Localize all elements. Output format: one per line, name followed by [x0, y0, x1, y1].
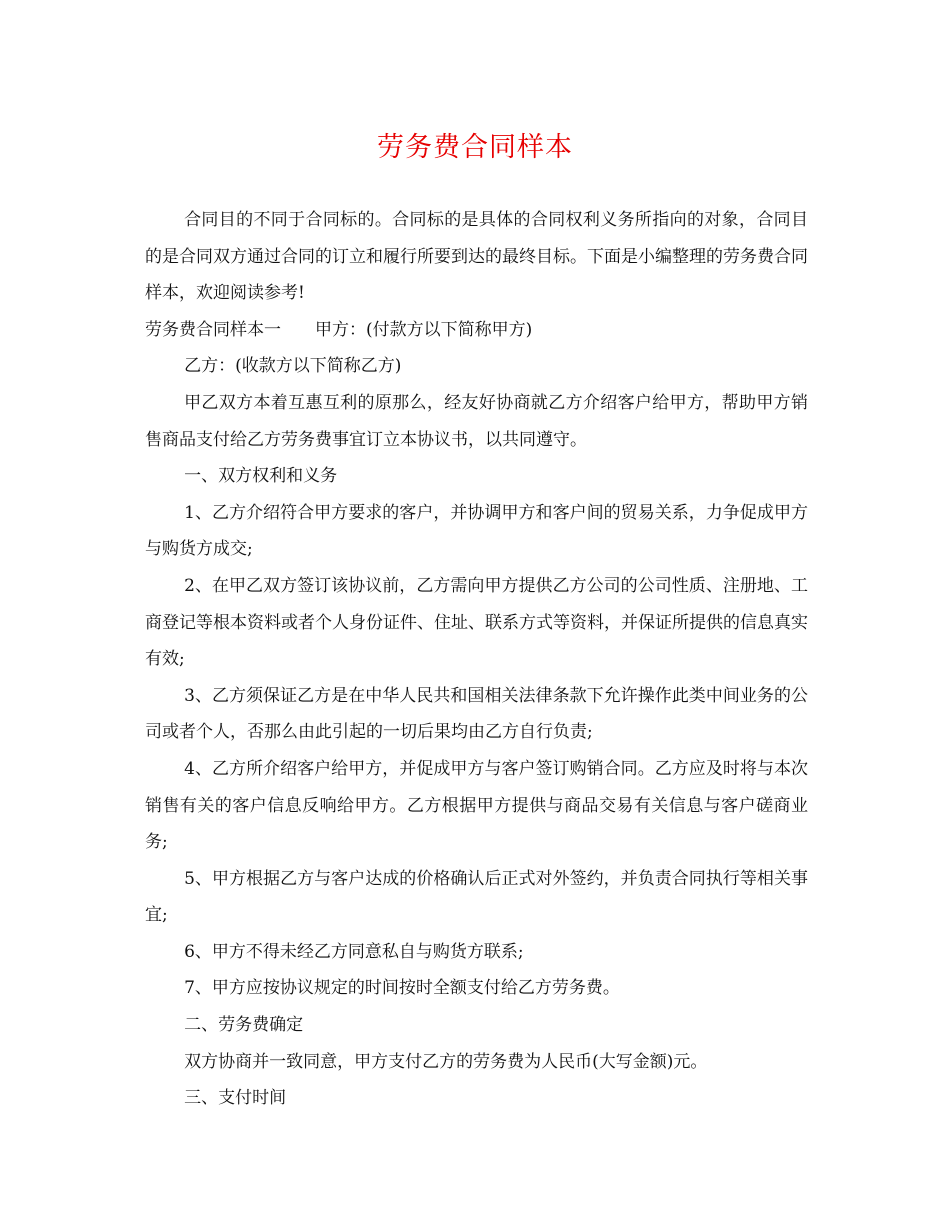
intro-paragraph: 合同目的不同于合同标的。合同标的是具体的合同权利义务所指向的对象，合同目的是合同双方通过合同的订立和履行所要到达的最终目标。下面是小编整理的劳务费合同样本，欢迎阅读参考! [145, 210, 808, 304]
clause-paragraph: 7、甲方应按协议规定的时间按时全额支付给乙方劳务费。 [184, 978, 620, 999]
clause-paragraph: 6、甲方不得未经乙方同意私自与购货方联系; [184, 941, 524, 962]
fee-paragraph: 双方协商并一致同意，甲方支付乙方的劳务费为人民币(大写金额)元。 [184, 1051, 708, 1072]
party-b-paragraph: 乙方：(收款方以下简称乙方) [184, 356, 402, 377]
document-title: 劳务费合同样本 [377, 132, 573, 163]
clause-paragraph: 1、乙方介绍符合甲方要求的客户，并协调甲方和客户间的贸易关系，力争促成甲方与购货方成交; [145, 502, 808, 560]
clause-paragraph: 3、乙方须保证乙方是在中华人民共和国相关法律条款下允许操作此类中间业务的公司或者个人，否那么由此引起的一切后果均由乙方自行负责; [145, 685, 808, 743]
sample-heading-paragraph: 劳务费合同样本一 甲方：(付款方以下简称甲方) [145, 319, 533, 340]
preamble-paragraph: 甲乙双方本着互惠互利的原那么，经友好协商就乙方介绍客户给甲方，帮助甲方销售商品支付给乙方劳务费事宜订立本协议书，以共同遵守。 [145, 392, 808, 450]
section-heading: 一、双方权利和义务 [184, 466, 338, 487]
section-heading: 三、支付时间 [184, 1088, 287, 1109]
clause-paragraph: 5、甲方根据乙方与客户达成的价格确认后正式对外签约，并负责合同执行等相关事宜; [145, 868, 808, 926]
clause-paragraph: 2、在甲乙双方签订该协议前，乙方需向甲方提供乙方公司的公司性质、注册地、工商登记等根本资料或者个人身份证件、住址、联系方式等资料，并保证所提供的信息真实有效; [145, 575, 808, 670]
document-body [145, 202, 808, 1117]
section-heading: 二、劳务费确定 [184, 1015, 304, 1036]
clause-paragraph: 4、乙方所介绍客户给甲方，并促成甲方与客户签订购销合同。乙方应及时将与本次销售有关的客户信息反响给甲方。乙方根据甲方提供与商品交易有关信息与客户磋商业务; [145, 758, 808, 853]
